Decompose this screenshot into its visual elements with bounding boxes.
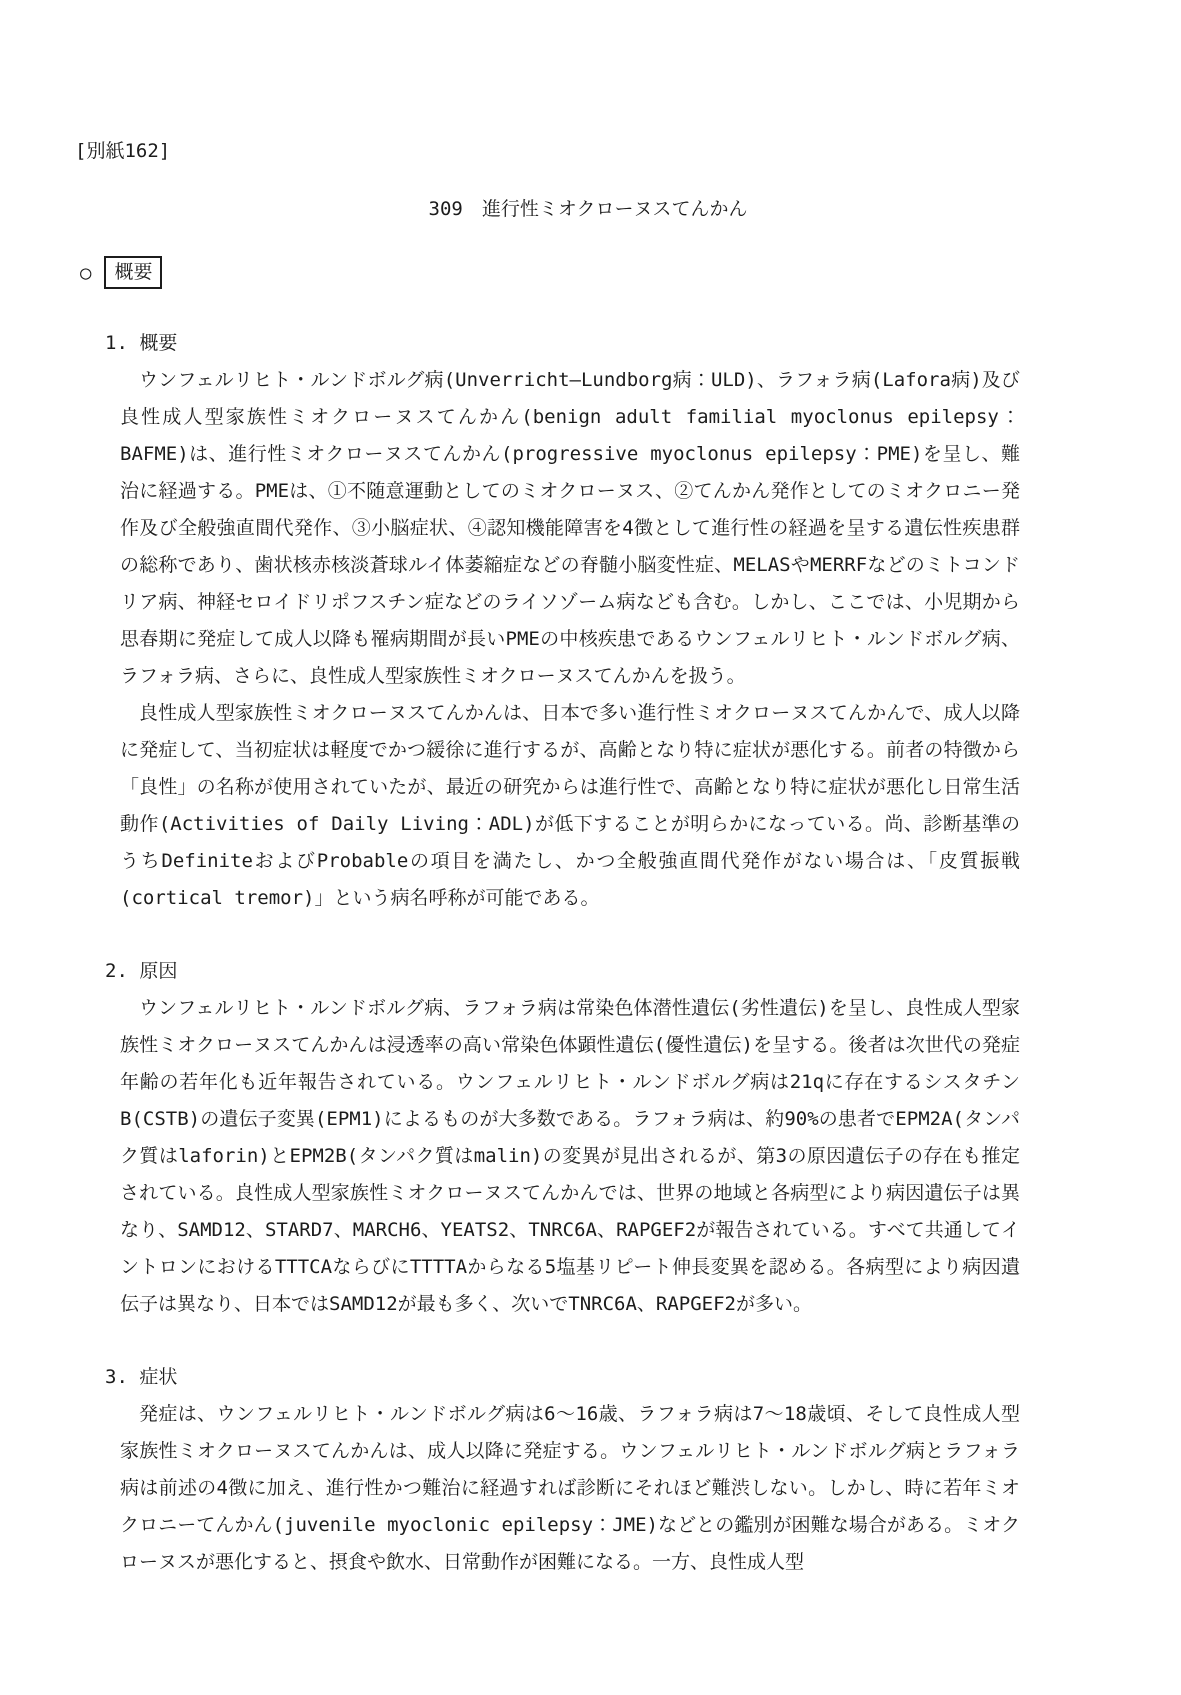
- circle-marker: ○: [80, 261, 92, 284]
- paragraph: 発症は、ウンフェルリヒト・ルンドボルグ病は6〜16歳、ラフォラ病は7〜18歳頃、そして良性成人型家族性ミオクローヌスてんかんは、成人以降に発症する。ウンフェルリヒト・ルンドボルグ病とラフォラ病は前述の4徴に加え、進行性かつ難治に経過すれば診断にそれほど難渋しない。しかし、時に若年ミオクロニーてんかん(juvenile myoclonic epilepsy：JME)などとの鑑別が困難な場合がある。ミオクローヌスが悪化すると、摂食や飲水、日常動作が困難になる。一方、良性成人型: [120, 1403, 1020, 1573]
- document-title: 309 進行性ミオクローヌスてんかん: [428, 198, 748, 220]
- overview-boxed-label: 概要: [104, 256, 162, 289]
- section-heading-symptoms: 3. 症状: [105, 1366, 178, 1388]
- paragraph: ウンフェルリヒト・ルンドボルグ病(Unverricht―Lundborg病：ULD)、ラフォラ病(Lafora病)及び良性成人型家族性ミオクローヌスてんかん(benign adult familial myoclonus epilepsy：BAFME)は、進行性ミオクローヌスてんかん(progressive myoclonus epilepsy：PME)を呈し、難治に経過する。PMEは、①不随意運動としてのミオクローヌス、②てんかん発作としてのミオクロニー発作及び全般強直間代発作、③小脳症状、④認知機能障害を4徴として進行性の経過を呈する遺伝性疾患群の総称であり、歯状核赤核淡蒼球ルイ体萎縮症などの脊髄小脳変性症、MELASやMERRFなどのミトコンドリア病、神経セロイドリポフスチン症などのライソゾーム病なども含む。しかし、ここでは、小児期から思春期に発症して成人以降も罹病期間が長いPMEの中核疾患であるウンフェルリヒト・ルンドボルグ病、ラフォラ病、さらに、良性成人型家族性ミオクローヌスてんかんを扱う。: [120, 369, 1020, 687]
- section-overview: [75, 325, 1101, 917]
- section-cause: [75, 953, 1101, 1323]
- attachment-label: [別紙162]: [75, 140, 171, 162]
- section-heading-cause: 2. 原因: [105, 960, 178, 982]
- section-symptoms: [75, 1359, 1101, 1581]
- section-heading-overview: 1. 概要: [105, 332, 178, 354]
- overview-header: [80, 256, 1101, 289]
- paragraph: ウンフェルリヒト・ルンドボルグ病、ラフォラ病は常染色体潜性遺伝(劣性遺伝)を呈し、良性成人型家族性ミオクローヌスてんかんは浸透率の高い常染色体顕性遺伝(優性遺伝)を呈する。後者は次世代の発症年齢の若年化も近年報告されている。ウンフェルリヒト・ルンドボルグ病は21qに存在するシスタチンB(CSTB)の遺伝子変異(EPM1)によるものが大多数である。ラフォラ病は、約90%の患者でEPM2A(タンパク質はlaforin)とEPM2B(タンパク質はmalin)の変異が見出されるが、第3の原因遺伝子の存在も推定されている。良性成人型家族性ミオクローヌスてんかんでは、世界の地域と各病型により病因遺伝子は異なり、SAMD12、STARD7、MARCH6、YEATS2、TNRC6A、RAPGEF2が報告されている。すべて共通してイントロンにおけるTTTCAならびにTTTTAからなる5塩基リピート伸長変異を認める。各病型により病因遺伝子は異なり、日本ではSAMD12が最も多く、次いでTNRC6A、RAPGEF2が多い。: [120, 997, 1020, 1315]
- paragraph: 良性成人型家族性ミオクローヌスてんかんは、日本で多い進行性ミオクローヌスてんかんで、成人以降に発症して、当初症状は軽度でかつ緩徐に進行するが、高齢となり特に症状が悪化する。前者の特徴から「良性」の名称が使用されていたが、最近の研究からは進行性で、高齢となり特に症状が悪化し日常生活動作(Activities of Daily Living：ADL)が低下することが明らかになっている。尚、診断基準のうちDefiniteおよびProbableの項目を満たし、かつ全般強直間代発作がない場合は、「皮質振戦(cortical tremor)」という病名呼称が可能である。: [120, 702, 1020, 909]
